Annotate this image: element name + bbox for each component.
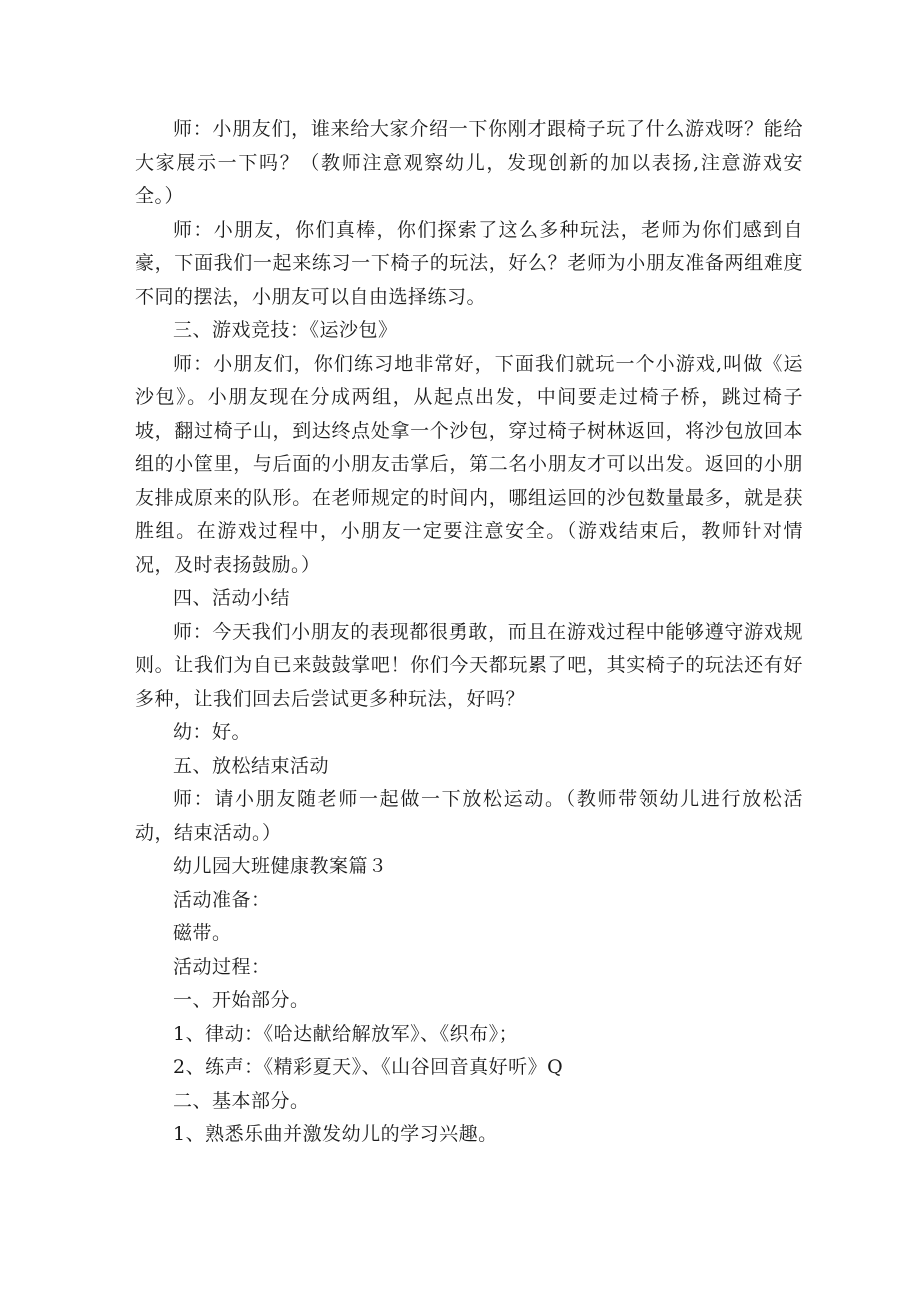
paragraph-teacher-intro-game: 师：小朋友们，谁来给大家介绍一下你刚才跟椅子玩了什么游戏呀？能给大家展示一下吗？（教师注意观察幼儿，发现创新的加以表扬,注意游戏安全。）	[135, 118, 803, 207]
paragraph-children-reply: 幼：好。	[173, 721, 252, 743]
lesson-title: 幼儿园大班健康教案篇３	[173, 855, 388, 877]
list-item-familiarize: 1、熟悉乐曲并激发幼儿的学习兴趣。	[173, 1123, 498, 1145]
paragraph-relax-activity: 师：请小朋友随老师一起做一下放松运动。（教师带领幼儿进行放松活动，结束活动。）	[135, 788, 803, 844]
paragraph-teacher-praise: 师：小朋友，你们真棒，你们探索了这么多种玩法，老师为你们感到自豪，下面我们一起来练习一下椅子的玩法，好么？老师为小朋友准备两组难度不同的摆法，小朋友可以自由选择练习。	[135, 218, 803, 308]
section-heading-basic: 二、基本部分。	[173, 1089, 310, 1112]
label-preparation: 活动准备：	[173, 888, 271, 911]
document-body	[135, 113, 803, 1152]
section-heading-start: 一、开始部分。	[173, 989, 310, 1011]
preparation-item: 磁带。	[173, 922, 232, 944]
section-heading-relax: 五、放松结束活动	[173, 754, 330, 777]
label-process: 活动过程：	[173, 955, 271, 978]
section-heading-summary: 四、活动小结	[173, 587, 291, 609]
list-item-vocal: 2、练声：《精彩夏天》、《山谷回音真好听》Q	[173, 1056, 564, 1078]
paragraph-game-rules: 师：小朋友们，你们练习地非常好，下面我们就玩一个小游戏,叫做《运沙包》。小朋友现在分成两组，从起点出发，中间要走过椅子桥，跳过椅子坡，翻过椅子山，到达终点处拿一个沙包，穿过椅子树林返回，将沙包放回本组的小筐里，与后面的小朋友击掌后，第二名小朋友才可以出发。返回的小朋友排成原来的队形。在老师规定的时间内，哪组运回的沙包数量最多，就是获胜组。在游戏过程中，小朋友一定要注意安全。（游戏结束后，教师针对情况，及时表扬鼓励。）	[135, 352, 803, 576]
paragraph-teacher-summary: 师：今天我们小朋友的表现都很勇敢，而且在游戏过程中能够遵守游戏规则。让我们为自已来鼓鼓掌吧！你们今天都玩累了吧，其实椅子的玩法还有好多种，让我们回去后尝试更多种玩法，好吗？	[135, 620, 803, 710]
section-heading-game-contest: 三、游戏竞技：《运沙包》	[173, 319, 398, 341]
list-item-rhythm: 1、律动：《哈达献给解放军》、《织布》；	[173, 1022, 519, 1045]
